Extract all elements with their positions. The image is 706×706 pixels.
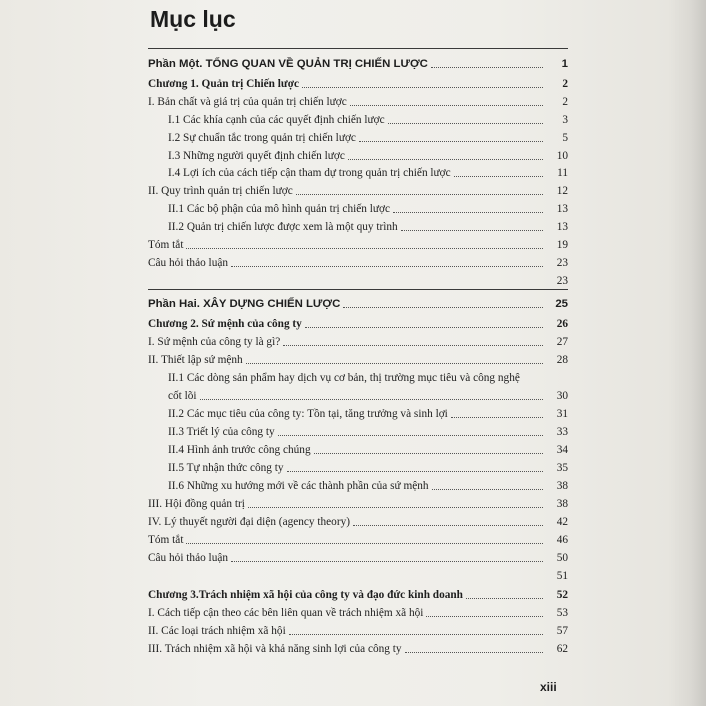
toc-entry-label: Chương 2. Sứ mệnh của công ty: [148, 318, 302, 330]
dot-leader: [350, 105, 543, 106]
toc-entry: [148, 569, 568, 583]
dot-leader: [431, 67, 543, 68]
toc-entry: [148, 184, 568, 198]
dot-leader: [302, 87, 543, 88]
toc-entry-page: 57: [556, 625, 568, 637]
dot-leader: [200, 399, 543, 400]
toc-entry: [168, 407, 568, 421]
toc-entry-page: 3: [562, 114, 568, 126]
toc-entry: [148, 624, 568, 638]
toc-entry-label: II.3 Triết lý của công ty: [168, 426, 275, 438]
dot-leader: [401, 230, 543, 231]
toc-entry-label: II.6 Những xu hướng mới về các thành phần của sứ mệnh: [168, 480, 429, 492]
toc-entry: [148, 256, 568, 270]
top-rule: [148, 48, 568, 49]
toc-entry-label: Câu hỏi thảo luận: [148, 552, 229, 564]
toc-entry: [148, 497, 568, 511]
toc-entry-page: 1: [561, 58, 568, 70]
toc-entry-page: 10: [556, 150, 568, 162]
toc-entry: [168, 371, 568, 385]
toc-entry-page: 27: [556, 336, 568, 348]
toc-entry: [148, 515, 568, 529]
toc-entry-label: II.2 Quản trị chiến lược được xem là một quy trình: [168, 221, 398, 233]
dot-leader: [186, 543, 543, 544]
toc-entry-page: 62: [556, 643, 568, 655]
dot-leader: [343, 307, 543, 308]
toc-entry-label: I.2 Sự chuẩn tắc trong quản trị chiến lược: [168, 132, 356, 144]
page-number: xiii: [540, 680, 557, 694]
toc-entry: [168, 149, 568, 163]
toc-entry: [168, 389, 568, 403]
toc-entry-label: IV. Lý thuyết người đại diện (agency theory): [148, 516, 350, 528]
dot-leader: [426, 616, 543, 617]
toc-chapter-heading: [148, 77, 568, 91]
toc-entry-label: II.1 Các bộ phận của mô hình quản trị chiến lược: [168, 203, 390, 215]
toc-entry: [148, 606, 568, 620]
toc-entry-label: I. Cách tiếp cận theo các bên liên quan về trách nhiệm xã hội: [148, 607, 424, 619]
mid-rule: [148, 289, 568, 290]
toc-entry-page: 53: [556, 607, 568, 619]
toc-entry-label: I.1 Các khía cạnh của các quyết định chiến lược: [168, 114, 385, 126]
toc-entry-page: 19: [556, 239, 568, 251]
toc-entry-page: 28: [556, 354, 568, 366]
toc-entry-label: Phần Một. TỔNG QUAN VỀ QUẢN TRỊ CHIẾN LƯỢC: [148, 58, 428, 70]
toc-entry: [168, 220, 568, 234]
toc-entry-label: Chương 1. Quản trị Chiến lược: [148, 78, 299, 90]
toc-chapter-heading: [148, 317, 568, 331]
dot-leader: [289, 634, 543, 635]
toc-entry-page: 25: [555, 298, 568, 310]
dot-leader: [359, 141, 543, 142]
toc-entry-page: 2: [562, 96, 568, 108]
toc-part-heading: [148, 297, 568, 311]
dot-leader: [432, 489, 543, 490]
dot-leader: [393, 212, 543, 213]
toc-entry-label: Chương 3.Trách nhiệm xã hội của công ty và đạo đức kinh doanh: [148, 589, 463, 601]
dot-leader: [296, 194, 543, 195]
dot-leader: [283, 345, 543, 346]
toc-entry-label: III. Hội đồng quản trị: [148, 498, 245, 510]
toc-entry: [148, 353, 568, 367]
toc-entry-page: 12: [556, 185, 568, 197]
toc-entry-page: 26: [556, 318, 568, 330]
toc-entry-page: 38: [556, 480, 568, 492]
dot-leader: [231, 266, 543, 267]
toc-entry-label: I.4 Lợi ích của cách tiếp cận tham dự trong quản trị chiến lược: [168, 167, 451, 179]
page-fold-shadow: [668, 0, 706, 706]
toc-entry-label: Tóm tắt: [148, 534, 184, 546]
toc-entry-page: 38: [556, 498, 568, 510]
dot-leader: [314, 453, 543, 454]
toc-entry: [168, 479, 568, 493]
toc-entry-page: 5: [562, 132, 568, 144]
toc-entry-page: 23: [556, 257, 568, 269]
toc-entry-label: II.2 Các mục tiêu của công ty: Tồn tại, tăng trưởng và sinh lợi: [168, 408, 448, 420]
toc-entry-page: 11: [557, 167, 568, 179]
toc-entry-label: Câu hỏi thảo luận: [148, 257, 229, 269]
toc-entry-page: 51: [556, 570, 568, 582]
toc-entry: [168, 443, 568, 457]
toc-entry: [148, 642, 568, 656]
toc-entry-page: 13: [556, 221, 568, 233]
dot-leader: [287, 471, 543, 472]
toc-entry: [168, 202, 568, 216]
toc-entry: [148, 274, 568, 288]
toc-chapter-heading: [148, 588, 568, 602]
toc-entry-label: Tóm tắt: [148, 239, 184, 251]
dot-leader: [353, 525, 543, 526]
toc-entry-page: 31: [556, 408, 568, 420]
dot-leader: [186, 248, 543, 249]
dot-leader: [405, 652, 543, 653]
toc-entry: [148, 335, 568, 349]
toc-entry: [168, 461, 568, 475]
toc-part-heading: [148, 57, 568, 71]
toc-entry: [148, 238, 568, 252]
dot-leader: [305, 327, 543, 328]
toc-entry-page: 42: [556, 516, 568, 528]
toc-entry: [148, 95, 568, 109]
toc-entry-label: III. Trách nhiệm xã hội và khả năng sinh lợi của công ty: [148, 643, 402, 655]
toc-entry-page: 30: [556, 390, 568, 402]
toc-entry-label: I. Sứ mệnh của công ty là gì?: [148, 336, 281, 348]
toc-entry-page: 52: [556, 589, 568, 601]
toc-entry: [168, 166, 568, 180]
toc-entry-label: I.3 Những người quyết định chiến lược: [168, 150, 345, 162]
toc-entry: [168, 113, 568, 127]
toc-entry: [148, 533, 568, 547]
toc-entry-label: I. Bản chất và giá trị của quản trị chiến lược: [148, 96, 347, 108]
toc-entry-label: cốt lõi: [168, 390, 197, 402]
dot-leader: [388, 123, 543, 124]
toc-entry-page: 2: [562, 78, 568, 90]
toc-entry-page: 50: [556, 552, 568, 564]
dot-leader: [348, 159, 543, 160]
toc-entry-page: 34: [556, 444, 568, 456]
toc-entry-page: 23: [556, 275, 568, 287]
toc-entry-label: Phần Hai. XÂY DỰNG CHIẾN LƯỢC: [148, 298, 341, 310]
toc-entry-label: II. Thiết lập sứ mệnh: [148, 354, 243, 366]
dot-leader: [248, 507, 543, 508]
toc-entry-page: 46: [556, 534, 568, 546]
dot-leader: [231, 561, 543, 562]
toc-entry-page: 35: [556, 462, 568, 474]
toc-entry: [148, 551, 568, 565]
dot-leader: [451, 417, 543, 418]
dot-leader: [246, 363, 543, 364]
toc-entry-label: II.1 Các dòng sản phẩm hay dịch vụ cơ bản, thị trường mục tiêu và công nghệ: [168, 372, 520, 384]
toc-entry-label: II.5 Tự nhận thức công ty: [168, 462, 284, 474]
toc-entry-page: 33: [556, 426, 568, 438]
toc-entry-page: 13: [556, 203, 568, 215]
toc-entry-label: II. Các loại trách nhiệm xã hội: [148, 625, 286, 637]
toc-entry-label: II.4 Hình ảnh trước công chúng: [168, 444, 311, 456]
dot-leader: [278, 435, 543, 436]
toc-entry-label: II. Quy trình quản trị chiến lược: [148, 185, 293, 197]
page-title: Mục lục: [150, 6, 236, 32]
dot-leader: [454, 176, 543, 177]
dot-leader: [466, 598, 543, 599]
toc-entry: [168, 425, 568, 439]
toc-entry: [168, 131, 568, 145]
